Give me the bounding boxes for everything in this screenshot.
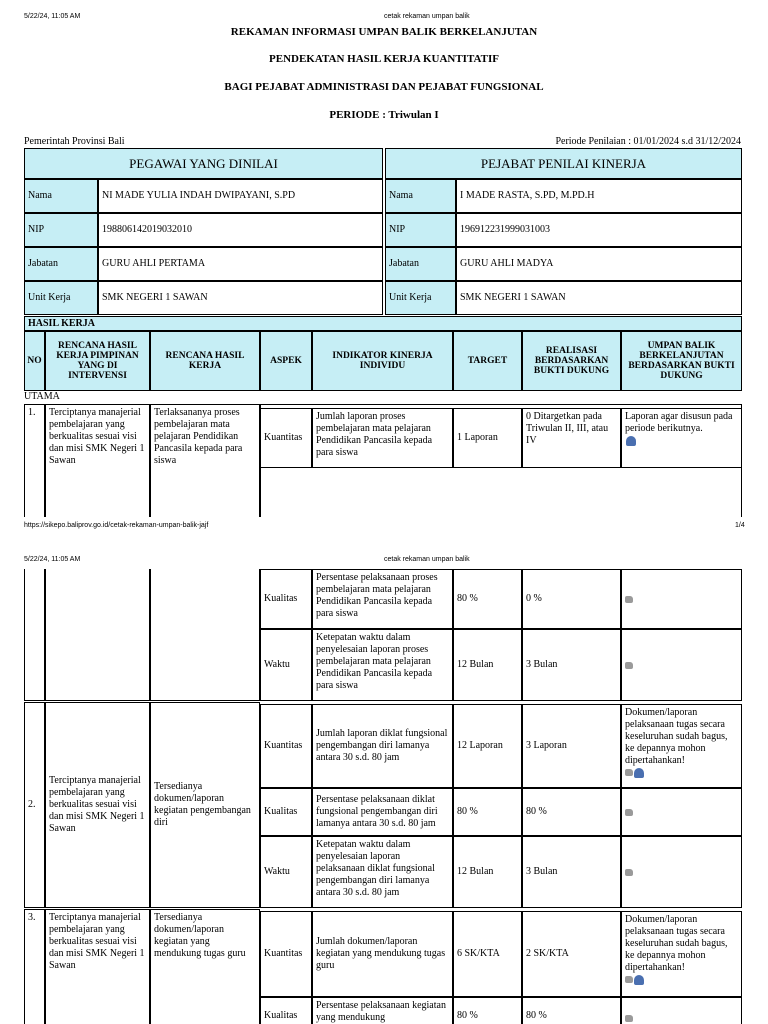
row1-pimpinan: Terciptanya manajerial pembelajaran yang berkualitas sesuai visi dan misi SMK Negeri 1 Sawan [45, 404, 150, 517]
row1-realisasi: 0 Ditargetkan pada Triwulan II, III, atau IV [522, 408, 621, 468]
row3-target-1: 80 % [453, 997, 522, 1024]
thumbs-up-icon [625, 769, 633, 776]
pegawai-label-unit: Unit Kerja [24, 281, 98, 315]
doc-title-4: PERIODE : Triwulan I [329, 109, 439, 121]
penilai-label-unit: Unit Kerja [385, 281, 456, 315]
row1b-indikator-1: Ketepatan waktu dalam penyelesaian laporan proses pembelajaran mata pelajaran Pendidikan Pancasila kepada para siswa [312, 629, 453, 701]
row1b-umpan-1 [621, 629, 742, 701]
doc-title-3: BAGI PEJABAT ADMINISTRASI DAN PEJABAT FUNGSIONAL [224, 81, 544, 93]
row1b-indikator-0: Persentase pelaksanaan proses pembelajaran mata pelajaran Pendidikan Pancasila kepada para siswa [312, 569, 453, 629]
row2-umpan-0 [621, 704, 742, 788]
row2-aspek-1: Kualitas [260, 788, 312, 836]
row2-target-1: 80 % [453, 788, 522, 836]
col-no: NO [24, 331, 45, 391]
user-icon [626, 436, 636, 446]
row2-realisasi-2: 3 Bulan [522, 836, 621, 908]
row1-umpan [621, 408, 742, 468]
row2-realisasi-1: 80 % [522, 788, 621, 836]
row2-umpan-1 [621, 788, 742, 836]
penilai-value-jabatan: GURU AHLI MADYA [456, 247, 742, 281]
row3-umpan-text: Dokumen/laporan pelaksanaan tugas secara keseluruhan sudah bagus, ke depannya mohon dipertahankan! [625, 914, 728, 973]
row3-aspek-1: Kualitas [260, 997, 312, 1024]
row1b-aspek-1: Waktu [260, 629, 312, 701]
row3-indikator-0: Jumlah dokumen/laporan kegiatan yang mendukung tugas guru [312, 911, 453, 997]
row1-no: 1. [24, 404, 45, 517]
col-aspek: ASPEK [260, 331, 312, 391]
pegawai-heading: PEGAWAI YANG DINILAI [24, 148, 383, 179]
thumbs-up-icon [625, 976, 633, 983]
doc-title-1: REKAMAN INFORMASI UMPAN BALIK BERKELANJUTAN [230, 26, 538, 38]
user-icon [634, 975, 644, 985]
row1b-realisasi-1: 3 Bulan [522, 629, 621, 701]
periode-penilaian: Periode Penilaian : 01/01/2024 s.d 31/12/2024 [555, 136, 741, 147]
row1b-realisasi-0: 0 % [522, 569, 621, 629]
page-number: 1/4 [735, 522, 745, 529]
org-name: Pemerintah Provinsi Bali [24, 136, 125, 147]
row3-pimpinan: Terciptanya manajerial pembelajaran yang berkualitas sesuai visi dan misi SMK Negeri 1 Sawan [45, 909, 150, 1024]
row2-pimpinan: Terciptanya manajerial pembelajaran yang berkualitas sesuai visi dan misi SMK Negeri 1 Sawan [45, 702, 150, 908]
row1-rencana: Terlaksananya proses pembelajaran mata pelajaran Pendidikan Pancasila kepada para siswa [150, 404, 260, 517]
col-indikator: INDIKATOR KINERJA INDIVIDU [312, 331, 453, 391]
pegawai-value-nama: NI MADE YULIA INDAH DWIPAYANI, S.PD [98, 179, 383, 213]
penilai-value-nip: 196912231999031003 [456, 213, 742, 247]
pegawai-label-nip: NIP [24, 213, 98, 247]
print-date: 5/22/24, 11:05 AM [24, 13, 81, 20]
pegawai-value-jabatan: GURU AHLI PERTAMA [98, 247, 383, 281]
row1b-umpan-0 [621, 569, 742, 629]
penilai-value-nama: I MADE RASTA, S.PD, M.PD.H [456, 179, 742, 213]
row1-aspek: Kuantitas [260, 408, 312, 468]
doc-title-2: PENDEKATAN HASIL KERJA KUANTITATIF [269, 53, 499, 65]
print-title: cetak rekaman umpan balik [384, 13, 470, 20]
row3-umpan-0 [621, 911, 742, 997]
thumbs-up-icon [625, 1015, 633, 1022]
penilai-heading: PEJABAT PENILAI KINERJA [385, 148, 742, 179]
row3-realisasi-0: 2 SK/KTA [522, 911, 621, 997]
row2-umpan-2 [621, 836, 742, 908]
hasil-kerja-heading: HASIL KERJA [24, 316, 742, 331]
row1-target: 1 Laporan [453, 408, 522, 468]
row2-rencana: Tersedianya dokumen/laporan kegiatan pengembangan diri [150, 702, 260, 908]
page-url: https://sikepo.baliprov.go.id/cetak-rekaman-umpan-balik-jajf [24, 522, 209, 529]
row2-realisasi-0: 3 Laporan [522, 704, 621, 788]
row3-realisasi-1: 80 % [522, 997, 621, 1024]
row3-rencana: Tersedianya dokumen/laporan kegiatan yang mendukung tugas guru [150, 909, 260, 1024]
penilai-label-jabatan: Jabatan [385, 247, 456, 281]
thumbs-up-icon [625, 869, 633, 876]
thumbs-up-icon [625, 662, 633, 669]
col-target: TARGET [453, 331, 522, 391]
thumbs-up-icon [625, 596, 633, 603]
row3-indikator-1: Persentase pelaksanaan kegiatan yang mendukung [312, 997, 453, 1024]
row2-indikator-0: Jumlah laporan diklat fungsional pengembangan diri lamanya antara 30 s.d. 80 jam [312, 704, 453, 788]
col-realisasi: REALISASI BERDASARKAN BUKTI DUKUNG [522, 331, 621, 391]
row1-rencana-cont [150, 569, 260, 701]
pegawai-label-nama: Nama [24, 179, 98, 213]
penilai-value-unit: SMK NEGERI 1 SAWAN [456, 281, 742, 315]
penilai-label-nip: NIP [385, 213, 456, 247]
col-rencana-pimpinan: RENCANA HASIL KERJA PIMPINAN YANG DI INTERVENSI [45, 331, 150, 391]
pegawai-value-nip: 198806142019032010 [98, 213, 383, 247]
thumbs-up-icon [625, 809, 633, 816]
row3-umpan-1 [621, 997, 742, 1024]
row1-no-cont [24, 569, 45, 701]
row3-no: 3. [24, 909, 45, 1024]
row2-indikator-2: Ketepatan waktu dalam penyelesaian laporan pelaksanaan diklat fungsional pengembangan diri lamanya antara 30 s.d. 80 jam [312, 836, 453, 908]
row1b-aspek-0: Kualitas [260, 569, 312, 629]
row2-no: 2. [24, 702, 45, 908]
row3-target-0: 6 SK/KTA [453, 911, 522, 997]
col-rencana: RENCANA HASIL KERJA [150, 331, 260, 391]
utama-label: UTAMA [24, 391, 60, 402]
col-umpan: UMPAN BALIK BERKELANJUTAN BERDASARKAN BUKTI DUKUNG [621, 331, 742, 391]
row2-indikator-1: Persentase pelaksanaan diklat fungsional pengembangan diri lamanya antara 30 s.d. 80 jam [312, 788, 453, 836]
user-icon [634, 768, 644, 778]
row2-target-0: 12 Laporan [453, 704, 522, 788]
row1b-target-0: 80 % [453, 569, 522, 629]
penilai-label-nama: Nama [385, 179, 456, 213]
row1-indikator: Jumlah laporan proses pembelajaran mata pelajaran Pendidikan Pancasila kepada para siswa [312, 408, 453, 468]
row3-aspek-0: Kuantitas [260, 911, 312, 997]
row1-umpan-text: Laporan agar disusun pada periode berikutnya. [625, 411, 733, 434]
row2-aspek-0: Kuantitas [260, 704, 312, 788]
print-title-2: cetak rekaman umpan balik [384, 556, 470, 563]
row2-umpan-text: Dokumen/laporan pelaksanaan tugas secara keseluruhan sudah bagus, ke depannya mohon dipertahankan! [625, 707, 728, 766]
row1b-target-1: 12 Bulan [453, 629, 522, 701]
print-date-2: 5/22/24, 11:05 AM [24, 556, 81, 563]
pegawai-value-unit: SMK NEGERI 1 SAWAN [98, 281, 383, 315]
pegawai-label-jabatan: Jabatan [24, 247, 98, 281]
row1-pimpinan-cont [45, 569, 150, 701]
row2-aspek-2: Waktu [260, 836, 312, 908]
row2-target-2: 12 Bulan [453, 836, 522, 908]
